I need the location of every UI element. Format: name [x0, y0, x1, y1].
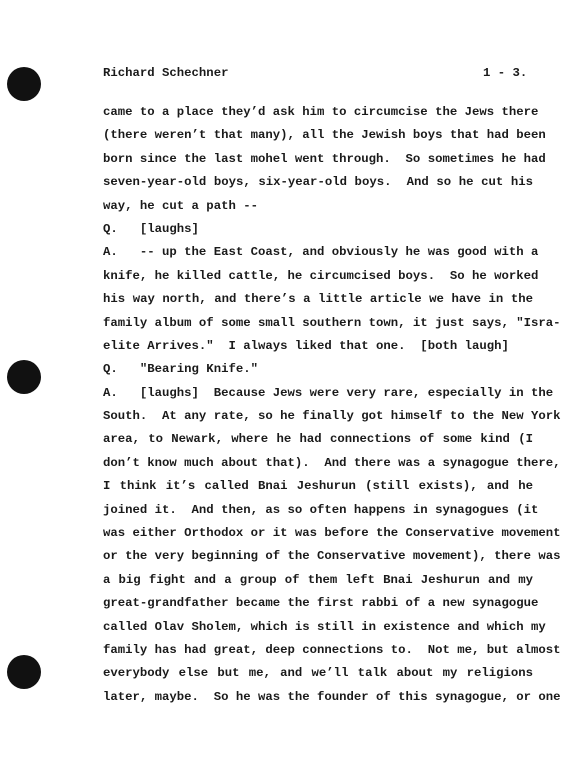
- transcript-line: was either Orthodox or it was before the Conservative movement: [103, 526, 561, 541]
- transcript-line: (there weren’t that many), all the Jewish boys that had been: [103, 128, 546, 143]
- transcript-line: South. At any rate, so he finally got himself to the New York: [103, 409, 561, 424]
- transcript-line: way, he cut a path --: [103, 198, 258, 213]
- transcript-line: or the very beginning of the Conservative movement), there was: [103, 549, 561, 564]
- transcript-line: his way north, and there’s a little article we have in the: [103, 292, 533, 307]
- binder-hole-bottom: [7, 655, 41, 689]
- transcript-line: Q. "Bearing Knife.": [103, 362, 258, 377]
- transcript-line: joined it. And then, as so often happens in synagogues (it: [103, 502, 539, 517]
- transcript-line: later, maybe. So he was the founder of this synagogue, or one: [103, 689, 561, 704]
- transcript-line: area, to Newark, where he had connections of some kind (I: [103, 432, 533, 447]
- transcript-line: don’t know much about that). And there was a synagogue there,: [103, 455, 561, 470]
- transcript-line: came to a place they’d ask him to circumcise the Jews there: [103, 105, 539, 119]
- transcript-line: a big fight and a group of them left Bnai Jeshurun and my: [103, 572, 533, 587]
- transcript-body: [103, 101, 561, 709]
- transcript-line: A. -- up the East Coast, and obviously he was good with a: [103, 245, 539, 260]
- transcript-line: seven-year-old boys, six-year-old boys. And so he cut his: [103, 175, 533, 190]
- transcript-line: A. [laughs] Because Jews were very rare, especially in the: [103, 385, 554, 400]
- header-page-number: 1 - 3.: [483, 66, 528, 80]
- transcript-line: elite Arrives." I always liked that one. [both laugh]: [103, 338, 509, 353]
- binder-hole-top: [7, 67, 41, 101]
- binder-hole-middle: [7, 360, 41, 394]
- transcript-line: Q. [laughs]: [103, 221, 199, 236]
- transcript-line: family album of some small southern town, it just says, "Isra-: [103, 315, 561, 330]
- transcript-line: everybody else but me, and we’ll talk about my religions: [103, 666, 533, 681]
- header-author: Richard Schechner: [103, 66, 229, 80]
- transcript-line: knife, he killed cattle, he circumcised boys. So he worked: [103, 268, 539, 283]
- transcript-line: I think it’s called Bnai Jeshurun (still exists), and he: [103, 479, 533, 494]
- transcript-line: born since the last mohel went through. So sometimes he had: [103, 151, 546, 166]
- transcript-line: family has had great, deep connections to. Not me, but almost: [103, 642, 561, 657]
- transcript-line: great-grandfather became the first rabbi of a new synagogue: [103, 596, 539, 611]
- transcript-line: called Olav Sholem, which is still in existence and which my: [103, 619, 546, 634]
